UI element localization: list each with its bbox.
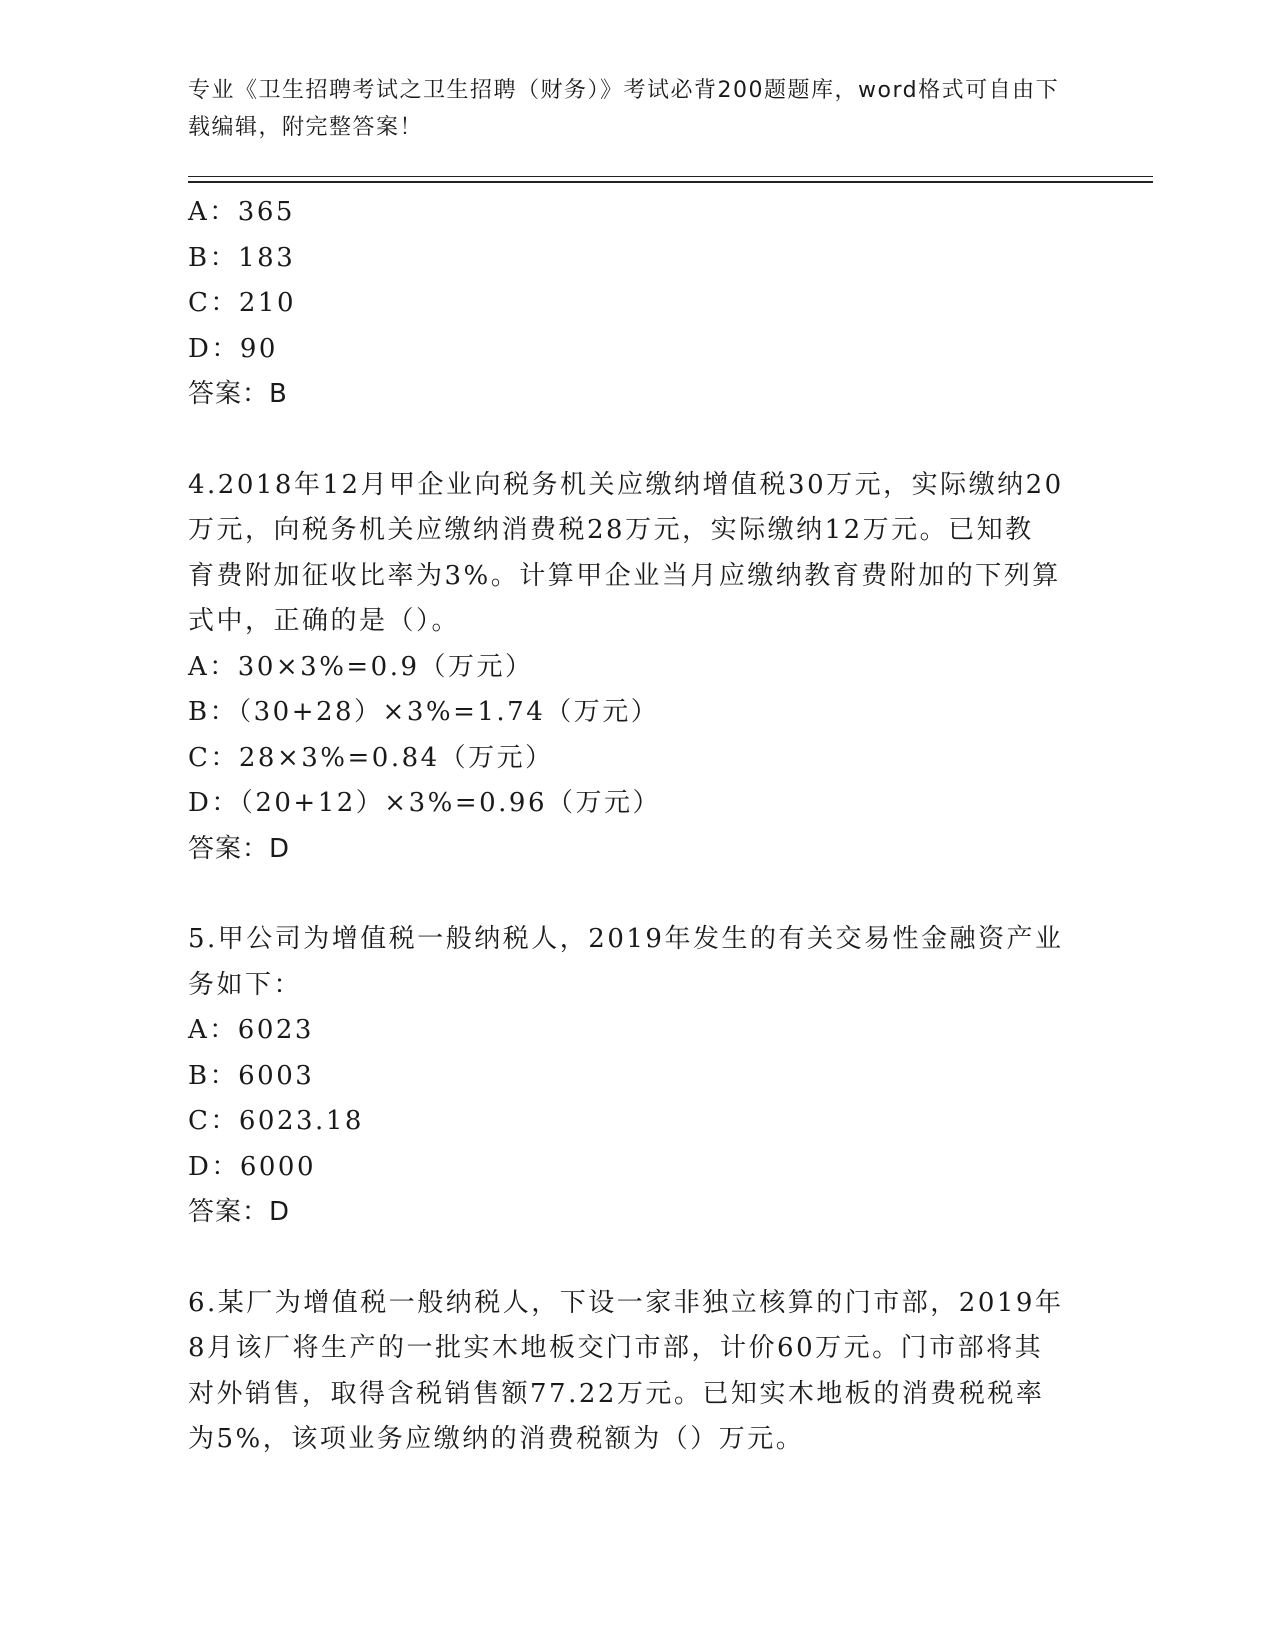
option-c: C：210 [188, 288, 297, 318]
question-content [188, 190, 1088, 1463]
question-stem-line: 4.2018年12月甲企业向税务机关应缴纳增值税30万元，实际缴纳20 [188, 469, 1064, 500]
question-4 [188, 463, 1088, 873]
spacer [188, 872, 1088, 917]
document-header: 专业《卫生招聘考试之卫生招聘（财务）》考试必背200题题库，word格式可自由下载编辑，附完整答案！ [188, 78, 1060, 140]
option-c: C：28×3%=0.84（万元） [188, 742, 554, 773]
question-3 [188, 190, 1088, 418]
option-d: D：90 [188, 333, 278, 364]
question-stem-line: 对外销售，取得含税销售额77.22万元。已知实木地板的消费税税率 [188, 1378, 1045, 1409]
option-b: B：（30+28）×3%=1.74（万元） [188, 697, 660, 727]
header-divider-top [188, 176, 1153, 177]
option-d: D：6000 [188, 1151, 317, 1182]
option-b: B：183 [188, 242, 296, 273]
question-stem-line: 6.某厂为增值税一般纳税人，下设一家非独立核算的门市部，2019年 [188, 1287, 1064, 1318]
option-d: D：（20+12）×3%=0.96（万元） [188, 788, 662, 818]
question-stem-line: 万元，向税务机关应缴纳消费税28万元，实际缴纳12万元。已知教 [188, 515, 1034, 545]
question-6 [188, 1281, 1088, 1463]
question-stem-line: 5.甲公司为增值税一般纳税人，2019年发生的有关交易性金融资产业 [188, 924, 1064, 954]
option-a: A：365 [188, 197, 295, 227]
answer-text: 答案：D [188, 833, 291, 864]
option-a: A：6023 [188, 1015, 314, 1045]
question-stem-line: 务如下： [188, 969, 303, 1000]
option-c: C：6023.18 [188, 1106, 364, 1136]
question-stem-line: 式中，正确的是（）。 [188, 606, 461, 636]
option-a: A：30×3%=0.9（万元） [188, 651, 534, 682]
spacer [188, 418, 1088, 463]
question-stem-line: 8月该厂将生产的一批实木地板交门市部，计价60万元。门市部将其 [188, 1333, 1044, 1363]
header-divider-bottom [188, 181, 1153, 183]
question-stem-line: 为5%，该项业务应缴纳的消费税额为（）万元。 [188, 1424, 805, 1454]
spacer [188, 1236, 1088, 1281]
option-b: B：6003 [188, 1060, 315, 1091]
answer-text: 答案：B [188, 379, 288, 409]
answer-text: 答案：D [188, 1197, 291, 1227]
question-stem-line: 育费附加征收比率为3%。计算甲企业当月应缴纳教育费附加的下列算 [188, 560, 1061, 591]
question-5 [188, 917, 1088, 1236]
